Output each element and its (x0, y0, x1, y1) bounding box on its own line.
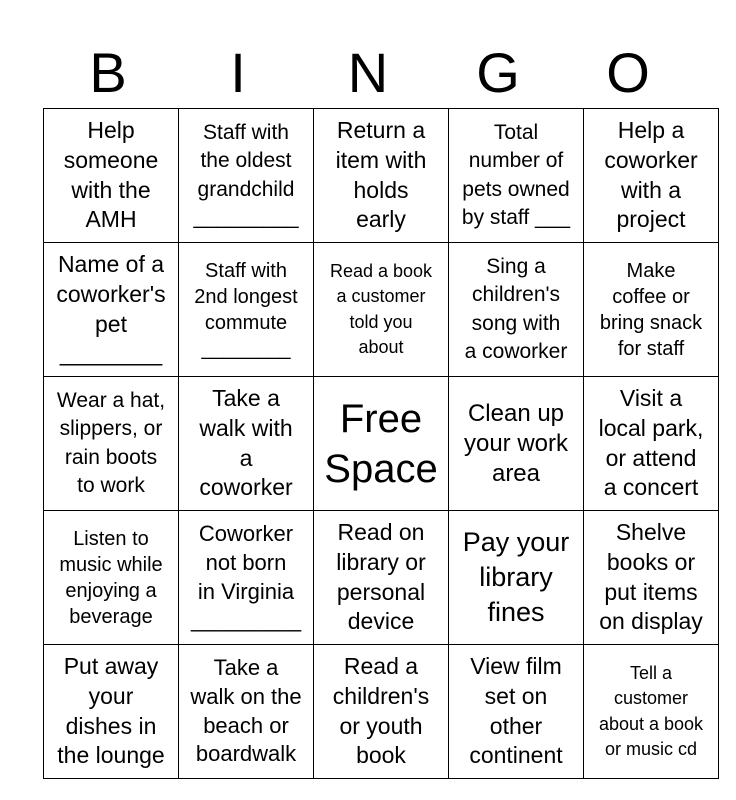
square-text: Name of a coworker's pet ________ (56, 250, 166, 367)
bingo-square[interactable] (449, 377, 584, 511)
square-text: Staff with the oldest grandchild _________ (193, 120, 299, 229)
square-text: Help a coworker with a project (604, 116, 698, 233)
header-letter-i: I (230, 41, 246, 104)
header-letter-b: B (89, 41, 127, 104)
bingo-square[interactable] (584, 511, 719, 645)
bingo-board (43, 108, 719, 779)
bingo-square[interactable] (584, 243, 719, 377)
square-text: View film set on other continent (469, 652, 563, 769)
free-space-text: Free Space (324, 396, 438, 491)
square-text: Help someone with the AMH (63, 116, 159, 233)
bingo-square[interactable] (314, 511, 449, 645)
square-text: Read a children's or youth book (332, 652, 430, 769)
square-text: Total number of pets owned by staff ___ (461, 120, 571, 229)
bingo-square[interactable] (44, 511, 179, 645)
bingo-square[interactable] (314, 243, 449, 377)
bingo-square[interactable] (44, 645, 179, 779)
square-text: Make coffee or bring snack for staff (599, 259, 703, 360)
square-text: Tell a customer about a book or music cd (598, 663, 704, 759)
board-row-1 (44, 109, 719, 243)
bingo-square[interactable] (584, 109, 719, 243)
square-text: Read on library or personal device (336, 518, 426, 635)
board-row-4 (44, 511, 719, 645)
square-text: Return a item with holds early (335, 116, 427, 233)
bingo-square[interactable] (584, 645, 719, 779)
bingo-square[interactable] (179, 645, 314, 779)
bingo-square[interactable] (44, 377, 179, 511)
bingo-square[interactable] (179, 377, 314, 511)
bingo-square[interactable] (314, 109, 449, 243)
square-text: Listen to music while enjoying a beverage (59, 527, 163, 628)
bingo-square[interactable] (449, 109, 584, 243)
bingo-square[interactable] (44, 243, 179, 377)
bingo-square[interactable] (449, 511, 584, 645)
square-text: Read a book a customer told you about (329, 261, 433, 357)
square-text: Take a walk with a coworker (199, 384, 293, 501)
bingo-square[interactable] (449, 645, 584, 779)
bingo-square[interactable] (179, 109, 314, 243)
bingo-square[interactable] (179, 511, 314, 645)
header-letter-g: G (476, 41, 520, 104)
square-text: Take a walk on the beach or boardwalk (190, 655, 302, 767)
bingo-square[interactable] (314, 645, 449, 779)
square-text: Shelve books or put items on display (599, 518, 703, 635)
bingo-square[interactable] (44, 109, 179, 243)
square-text: Coworker not born in Virginia _________ (190, 521, 302, 633)
board-row-5 (44, 645, 719, 779)
free-space-square[interactable] (314, 377, 449, 511)
bingo-square[interactable] (449, 243, 584, 377)
header-letter-o: O (606, 41, 650, 104)
square-text: Staff with 2nd longest commute ________ (194, 259, 298, 360)
bingo-square[interactable] (179, 243, 314, 377)
board-row-3 (44, 377, 719, 511)
square-text: Clean up your work area (463, 399, 569, 487)
square-text: Visit a local park, or attend a concert (598, 384, 704, 501)
square-text: Sing a children's song with a coworker (464, 254, 568, 363)
bingo-square[interactable] (584, 377, 719, 511)
bingo-header (43, 38, 693, 108)
header-letter-n: N (347, 41, 389, 104)
board-row-2 (44, 243, 719, 377)
square-text: Pay your library fines (462, 526, 570, 628)
square-text: Put away your dishes in the lounge (57, 652, 165, 769)
square-text: Wear a hat, slippers, or rain boots to work (56, 388, 166, 497)
